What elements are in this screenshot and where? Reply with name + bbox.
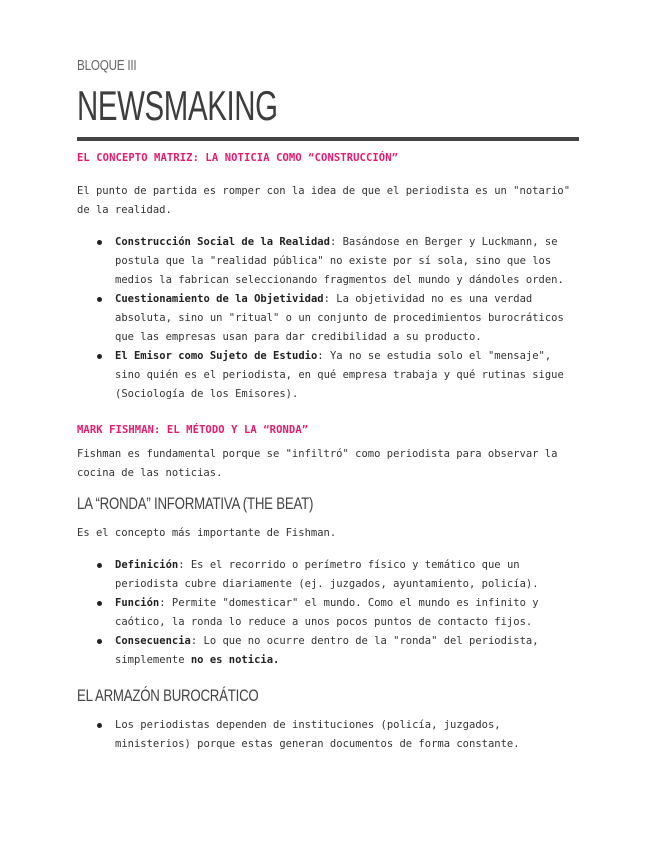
title-divider xyxy=(77,137,579,141)
list-item xyxy=(77,347,579,404)
list-item xyxy=(77,233,579,290)
page-title: NEWSMAKING xyxy=(77,82,278,129)
list-item xyxy=(77,716,579,754)
bullet-text: : Permite "domesticar" el mundo. Como el mundo es infinito y caótico, la ronda lo reduce a unos pocos puntos de contacto fijos. xyxy=(115,597,539,628)
bullet-emphasis: no es noticia. xyxy=(190,654,280,666)
bullet-text: Los periodistas dependen de instituciones (policía, juzgados, ministerios) porque estas generan documentos de forma constante. xyxy=(115,719,520,750)
bullet-icon xyxy=(97,297,102,302)
sub-heading-armazon: EL ARMAZÓN BUROCRÁTICO xyxy=(77,686,259,705)
bullet-icon xyxy=(97,639,102,644)
section-heading-concepto-matriz: EL CONCEPTO MATRIZ: LA NOTICIA COMO “CONSTRUCCIÓN” xyxy=(77,152,399,164)
bullet-icon xyxy=(97,723,102,728)
bullet-text: : Ya no se estudia solo el "mensaje", sino quién es el periodista, en qué empresa trabaja y qué rutinas sigue (Sociología de los Emisores). xyxy=(115,350,564,400)
bullet-icon xyxy=(97,601,102,606)
section-intro-ronda: Es el concepto más importante de Fishman. xyxy=(77,527,337,539)
block-label: BLOQUE III xyxy=(77,57,137,74)
bullet-icon xyxy=(97,240,102,245)
bullet-list-armazon xyxy=(77,716,579,754)
bullet-icon xyxy=(97,354,102,359)
bullet-text: : Basándose en Berger y Luckmann, se postula que la "realidad pública" no existe por sí sola, sino que los medios la fabrican seleccionando fragmentos del mundo y dándoles orden. xyxy=(115,236,564,286)
list-item xyxy=(77,632,579,670)
bullet-term: Cuestionamiento de la Objetividad xyxy=(115,293,324,305)
list-item xyxy=(77,290,579,347)
bullet-list-concepto-matriz xyxy=(77,233,579,404)
section-intro-mark-fishman: Fishman es fundamental porque se "infiltró" como periodista para observar la cocina de las noticias. xyxy=(77,448,558,479)
list-item xyxy=(77,594,579,632)
bullet-term: Construcción Social de la Realidad xyxy=(115,236,330,248)
list-item xyxy=(77,556,579,594)
sub-heading-ronda: LA “RONDA” INFORMATIVA (THE BEAT) xyxy=(77,494,314,513)
bullet-term: Consecuencia xyxy=(115,635,191,647)
bullet-term: Función xyxy=(115,597,160,609)
bullet-text: : La objetividad no es una verdad absoluta, sino un "ritual" o un conjunto de procedimientos burocráticos que las empresas usan para dar credibilidad a su producto. xyxy=(115,293,564,343)
bullet-list-ronda xyxy=(77,556,579,670)
section-intro-concepto-matriz: El punto de partida es romper con la idea de que el periodista es un "notario" de la realidad. xyxy=(77,185,571,216)
bullet-term: El Emisor como Sujeto de Estudio xyxy=(115,350,318,362)
bullet-text: : Lo que no ocurre dentro de la "ronda" del periodista, simplemente xyxy=(115,635,539,666)
section-heading-mark-fishman: MARK FISHMAN: EL MÉTODO Y LA “RONDA” xyxy=(77,424,309,436)
bullet-term: Definición xyxy=(115,559,179,571)
bullet-icon xyxy=(97,563,102,568)
bullet-text: : Es el recorrido o perímetro físico y temático que un periodista cubre diariamente (ej. juzgados, ayuntamiento, policía). xyxy=(115,559,539,590)
